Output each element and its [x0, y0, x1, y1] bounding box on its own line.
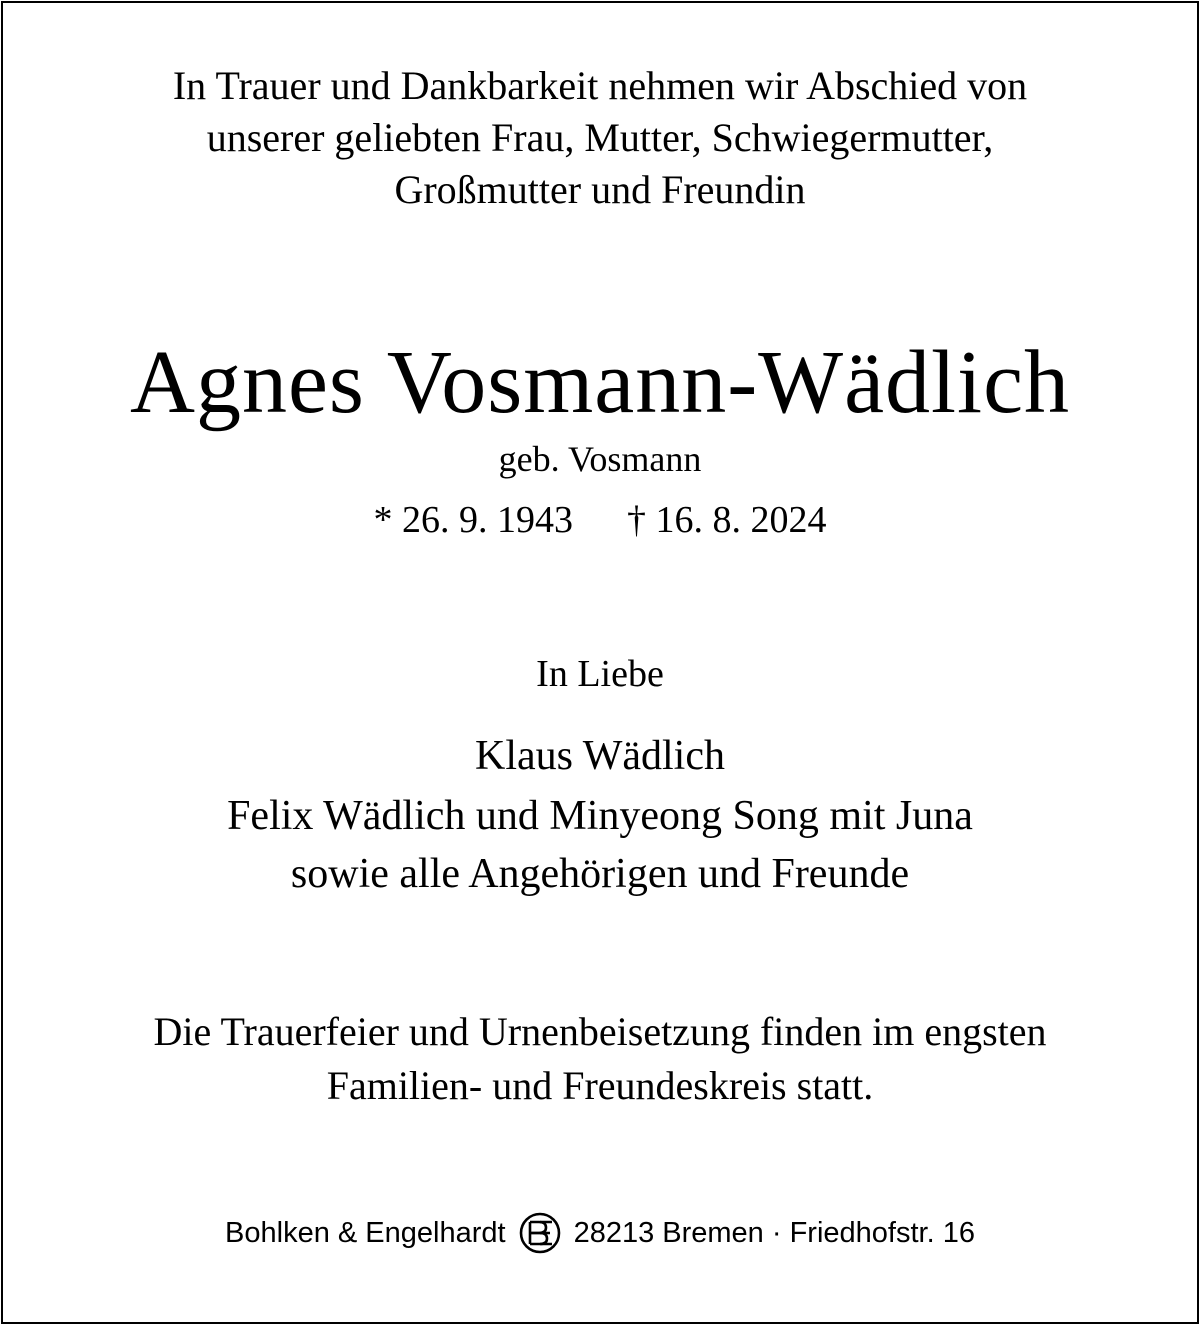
- be-monogram-icon: [516, 1211, 564, 1255]
- birth-date: * 26. 9. 1943: [373, 499, 573, 541]
- funeral-home-address: 28213 Bremen · Friedhofstr. 16: [573, 1217, 975, 1249]
- notice-line-2: Familien- und Freundeskreis statt.: [326, 1063, 874, 1108]
- family-line-2: Felix Wädlich und Minyeong Song mit Juna: [227, 793, 973, 839]
- birth-name: geb. Vosmann: [498, 439, 702, 479]
- intro-line-2: unserer geliebten Frau, Mutter, Schwiegermutter,: [206, 115, 994, 160]
- deceased-name: Agnes Vosmann-Wädlich: [129, 333, 1071, 432]
- funeral-home-name: Bohlken & Engelhardt: [225, 1217, 506, 1249]
- obituary-card: [1, 1, 1199, 1324]
- notice-line-1: Die Trauerfeier und Urnenbeisetzung finden im engsten: [153, 1009, 1047, 1054]
- funeral-home-footer: [3, 1211, 1197, 1255]
- intro-line-3: Großmutter und Freundin: [394, 167, 806, 212]
- life-dates: [3, 497, 1197, 543]
- family-line-1: Klaus Wädlich: [475, 733, 725, 779]
- family-line-3: sowie alle Angehörigen und Freunde: [290, 851, 910, 897]
- in-love-heading: In Liebe: [536, 653, 664, 695]
- intro-line-1: In Trauer und Dankbarkeit nehmen wir Abschied von: [172, 63, 1028, 108]
- death-date: † 16. 8. 2024: [627, 499, 827, 541]
